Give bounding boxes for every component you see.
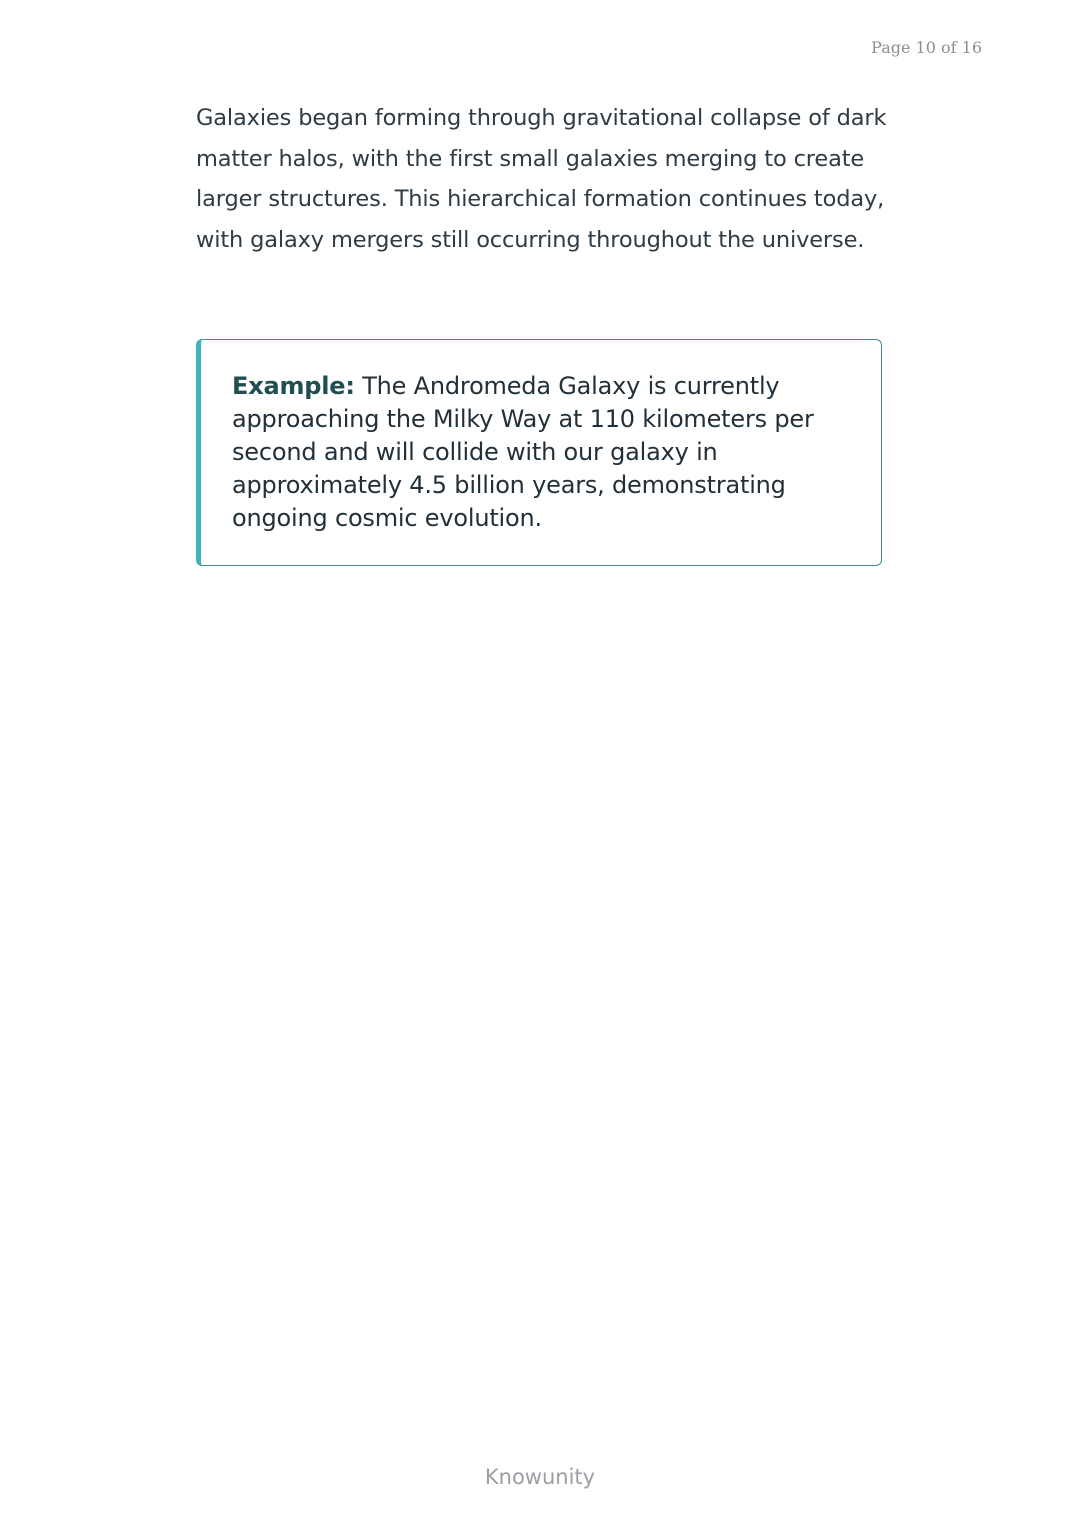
example-callout — [196, 339, 882, 566]
page-indicator: Page 10 of 16 — [871, 38, 982, 57]
body-paragraph: Galaxies began forming through gravitational collapse of dark matter halos, with the first small galaxies merging to create larger structures. This hierarchical formation continues today, with galaxy mergers still occurring throughout the universe. — [196, 105, 887, 253]
example-body: The Andromeda Galaxy is currently approaching the Milky Way at 110 kilometers per second and will collide with our galaxy in approximately 4.5 billion years, demonstrating ongoing cosmic evolution. — [232, 372, 814, 532]
example-label: Example: — [232, 372, 355, 400]
example-text — [232, 370, 852, 535]
footer-brand: Knowunity — [484, 1465, 596, 1489]
